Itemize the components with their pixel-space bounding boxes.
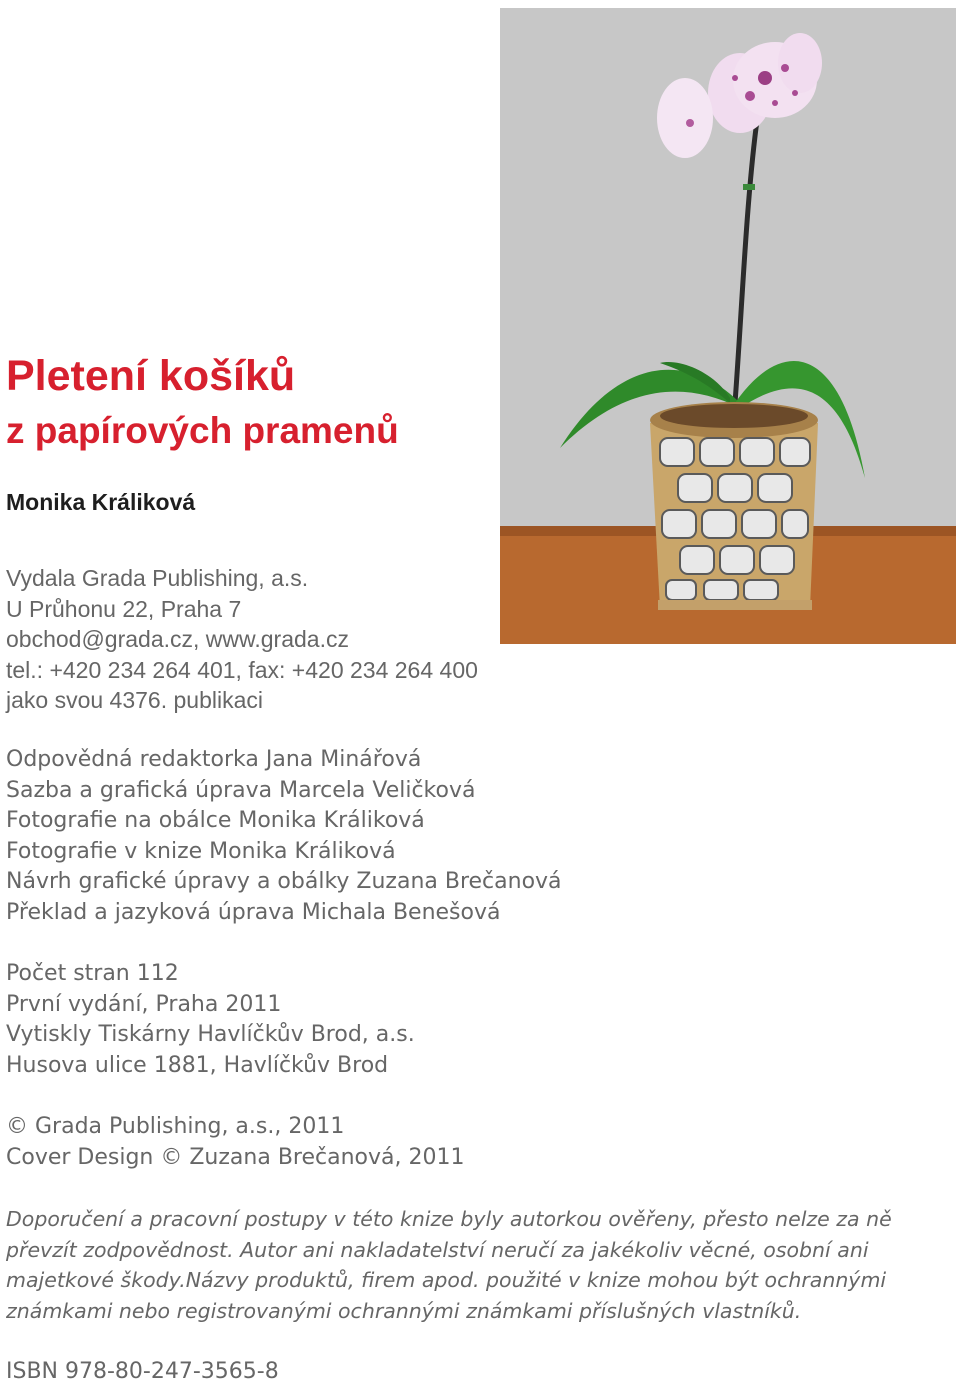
credit-line: Odpovědná redaktorka Jana Minářová xyxy=(6,747,422,772)
book-title-line-1: Pletení košíků xyxy=(6,352,296,400)
credit-line: Fotografie v knize Monika Králiková xyxy=(6,838,396,864)
cover-photo xyxy=(500,8,956,644)
printer: Vytiskly Tiskárny Havlíčkův Brod, a.s. xyxy=(6,1022,415,1047)
copyright-line: © Grada Publishing, a.s., 2011 xyxy=(6,1114,345,1139)
disclaimer xyxy=(6,1204,892,1326)
isbn xyxy=(6,1357,279,1388)
disclaimer-line: převzít zodpovědnost. Autor ani nakladatelství neručí za jakékoliv věcné, osobní ani xyxy=(6,1237,869,1262)
printing-info xyxy=(6,959,415,1081)
credit-line: Návrh grafické úpravy a obálky Zuzana Brečanová xyxy=(6,869,562,894)
isbn-number: ISBN 978-80-247-3565-8 xyxy=(6,1359,279,1384)
publisher-info xyxy=(6,563,478,716)
credit-line: Sazba a grafická úprava Marcela Veličková xyxy=(6,777,476,803)
edition: První vydání, Praha 2011 xyxy=(6,991,282,1017)
printer-address: Husova ulice 1881, Havlíčkův Brod xyxy=(6,1052,389,1078)
credit-line: Překlad a jazyková úprava Michala Benešová xyxy=(6,899,501,925)
credits xyxy=(6,745,562,928)
cover-design-line: Cover Design © Zuzana Brečanová, 2011 xyxy=(6,1144,465,1170)
page-count: Počet stran 112 xyxy=(6,961,179,986)
book-title-line-2: z papírových pramenů xyxy=(6,410,399,451)
woven-basket xyxy=(650,402,818,610)
disclaimer-line: známkami nebo registrovanými ochrannými známkami příslušných vlastníků. xyxy=(6,1298,802,1323)
orchid-basket-image xyxy=(500,8,956,644)
publisher-address: U Průhonu 22, Praha 7 xyxy=(6,595,242,622)
author-name: Monika Králiková xyxy=(6,489,196,515)
disclaimer-line: majetkové škody.Názvy produktů, firem apod. použité v knize mohou být ochrannými xyxy=(6,1268,887,1292)
publisher-contact: obchod@grada.cz, www.grada.cz xyxy=(6,626,349,652)
publisher-phone: tel.: +420 234 264 401, fax: +420 234 264 400 xyxy=(6,656,478,683)
publication-number: jako svou 4376. publikaci xyxy=(6,687,263,713)
publisher-line: Vydala Grada Publishing, a.s. xyxy=(6,565,309,591)
credit-line: Fotografie na obálce Monika Králiková xyxy=(6,808,425,833)
disclaimer-line: Doporučení a pracovní postupy v této knize byly autorkou ověřeny, přesto nelze za ně xyxy=(6,1207,892,1231)
copyright-info xyxy=(6,1112,464,1173)
